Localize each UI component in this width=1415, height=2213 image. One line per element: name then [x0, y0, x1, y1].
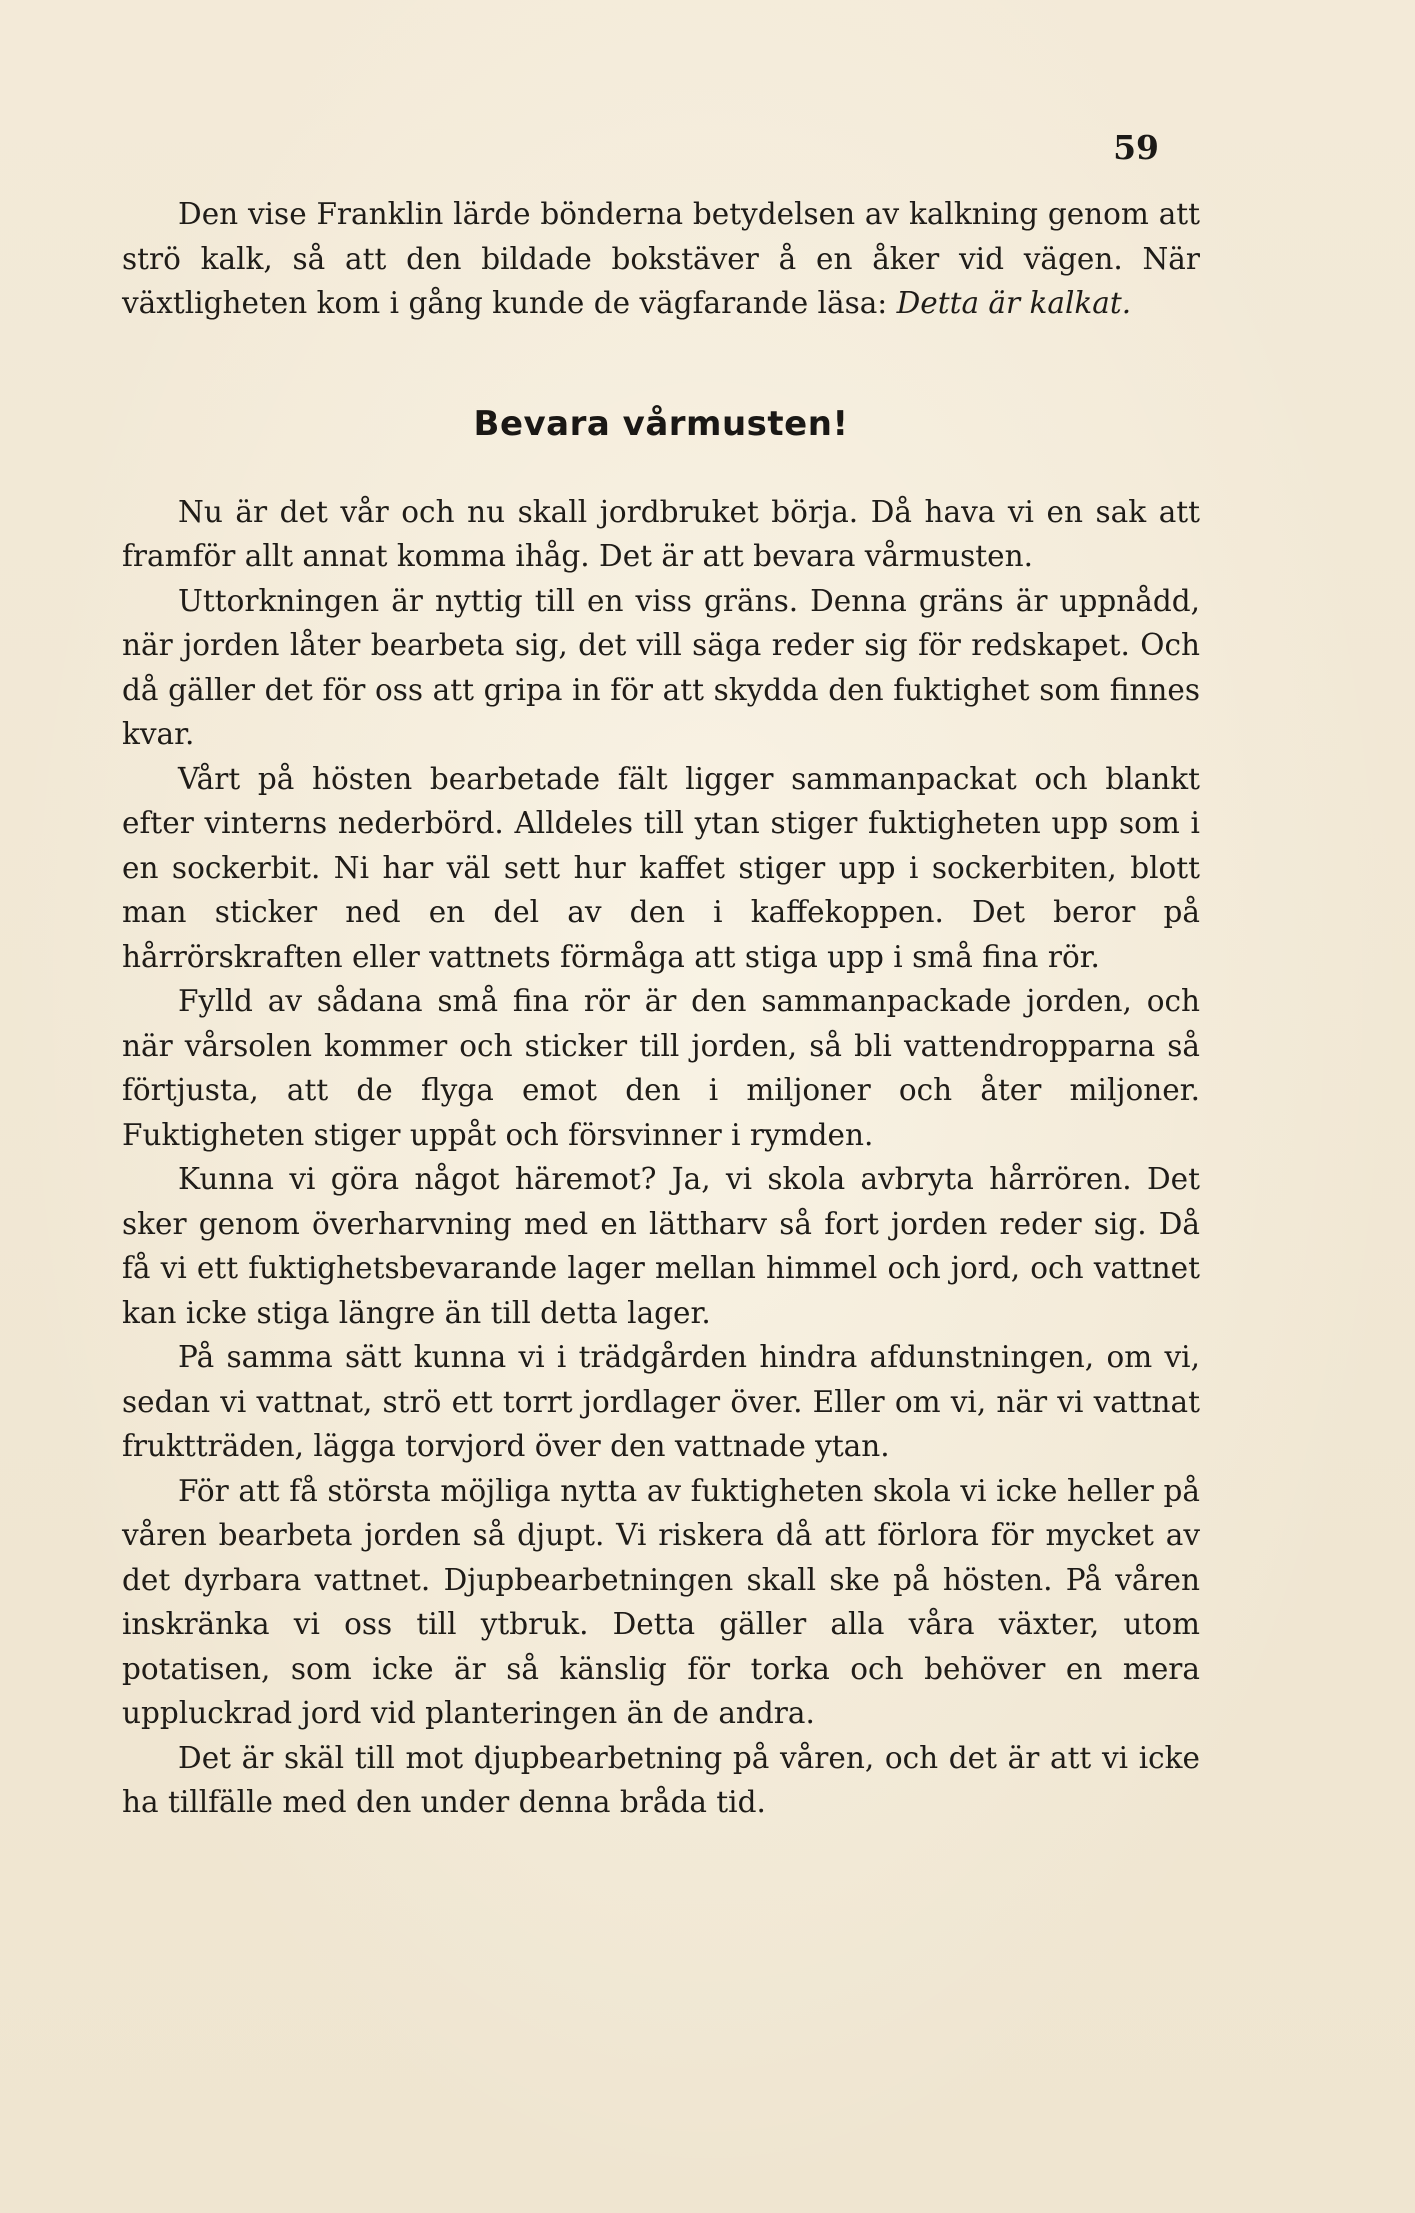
paragraph: Uttorkningen är nyttig till en viss gräns. Denna gräns är uppnådd, när jorden låter bearbeta sig, det vill säga reder sig för redskapet. Och då gäller det för oss att gripa in för att skydda den fuktighet som finnes kvar. [122, 583, 1200, 751]
paragraph: På samma sätt kunna vi i trädgården hindra afdunstningen, om vi, sedan vi vattnat, strö ett torrt jordlager över. Eller om vi, när vi vattnat fruktträden, lägga torvjord över den vattnade ytan. [122, 1340, 1200, 1463]
intro-text: Den vise Franklin lärde bönderna betydelsen av kalkning genom att strö kalk, så att den bildade bokstäver å en åker vid vägen. När växtligheten kom i gång kunde de vägfarande läsa: [122, 197, 1200, 320]
paragraph: För att få största möjliga nytta av fuktigheten skola vi icke heller på våren bearbeta jorden så djupt. Vi riskera då att förlora för mycket av det dyrbara vattnet. Djupbearbetningen skall ske på hösten. På våren inskränka vi oss till ytbruk. Detta gäller alla våra växter, utom potatisen, som icke är så känslig för torka och behöver en mera uppluckrad jord vid planteringen än de andra. [122, 1473, 1200, 1730]
paragraph: Nu är det vår och nu skall jordbruket börja. Då hava vi en sak att framför allt annat komma ihåg. Det är att bevara vårmusten. [122, 494, 1200, 573]
section-heading: Bevara vårmusten! [473, 403, 849, 444]
paragraph: Det är skäl till mot djupbearbetning på våren, och det är att vi icke ha tillfälle med den under denna bråda tid. [122, 1740, 1200, 1819]
intro-paragraph [122, 192, 1200, 326]
paragraph: Fylld av sådana små fina rör är den sammanpackade jorden, och när vårsolen kommer och sticker till jorden, så bli vattendropparna så förtjusta, att de flyga emot den i miljoner och åter miljoner. Fuktigheten stiger uppåt och försvinner i rymden. [122, 984, 1200, 1152]
paragraph: Vårt på hösten bearbetade fält ligger sammanpackat och blankt efter vinterns nederbörd. Alldeles till ytan stiger fuktigheten upp som i en sockerbit. Ni har väl sett hur kaffet stiger upp i sockerbiten, blott man sticker ned en del av den i kaffekoppen. Det beror på hårrörskraften eller vattnets förmåga att stiga upp i små fina rör. [122, 761, 1200, 974]
paragraph: Kunna vi göra något häremot? Ja, vi skola avbryta hårrören. Det sker genom överharvning med en lättharv så fort jorden reder sig. Då få vi ett fuktighetsbevarande lager mellan himmel och jord, och vattnet kan icke stiga längre än till detta lager. [122, 1162, 1200, 1330]
page-body [122, 192, 1200, 1825]
page-number: 59 [1113, 128, 1159, 167]
intro-quote: Detta är kalkat. [896, 286, 1132, 320]
